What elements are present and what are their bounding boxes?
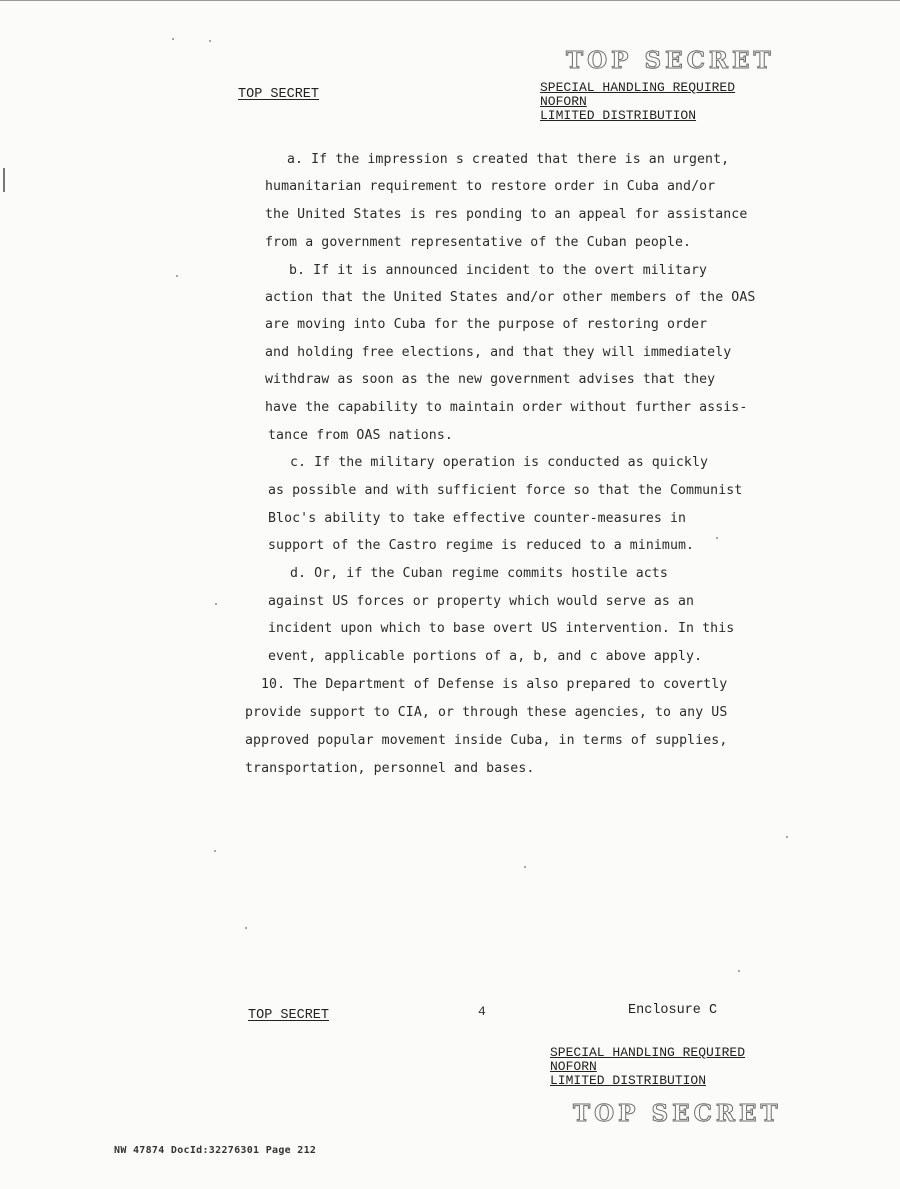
body-line: incident upon which to base overt US intervention. In this <box>268 621 735 636</box>
scan-speck <box>786 836 788 838</box>
scan-speck <box>738 970 740 972</box>
handling-block-top <box>540 81 735 123</box>
handling-line: LIMITED DISTRIBUTION <box>540 108 697 123</box>
body-line: and holding free elections, and that they will immediately <box>265 345 732 360</box>
body-line: withdraw as soon as the new government advises that they <box>265 372 716 387</box>
handling-line: NOFORN <box>550 1059 597 1074</box>
body-line: the United States is res ponding to an appeal for assistance <box>265 207 748 222</box>
top-secret-stamp-top: TOP SECRET <box>566 47 775 74</box>
scan-speck <box>245 927 247 929</box>
body-line: have the capability to maintain order without further assis- <box>265 400 748 415</box>
scan-speck <box>176 275 178 277</box>
body-line: a. If the impression s created that there is an urgent, <box>287 152 730 167</box>
body-line: provide support to CIA, or through these agencies, to any US <box>245 705 728 720</box>
scan-speck <box>716 537 718 539</box>
handling-line: LIMITED DISTRIBUTION <box>550 1073 707 1088</box>
body-line: Bloc's ability to take effective counter-measures in <box>268 511 687 526</box>
body-line: transportation, personnel and bases. <box>245 761 535 776</box>
body-line: support of the Castro regime is reduced to a minimum. <box>268 538 695 553</box>
body-line: action that the United States and/or other members of the OAS <box>265 290 756 305</box>
top-secret-stamp-bottom: TOP SECRET <box>573 1100 782 1127</box>
body-line: humanitarian requirement to restore order in Cuba and/or <box>265 179 716 194</box>
enclosure-label: Enclosure C <box>628 1003 718 1018</box>
handling-block-bottom <box>550 1046 745 1088</box>
body-line: against US forces or property which would serve as an <box>268 594 695 609</box>
scan-speck <box>524 866 526 868</box>
body-line: from a government representative of the Cuban people. <box>265 235 692 250</box>
body-line: d. Or, if the Cuban regime commits hostile acts <box>290 566 668 581</box>
document-id-footer: NW 47874 DocId:32276301 Page 212 <box>114 1145 317 1156</box>
body-line: approved popular movement inside Cuba, in terms of supplies, <box>245 733 728 748</box>
scan-speck <box>214 850 216 852</box>
scan-edge-line <box>0 0 900 1</box>
body-line: c. If the military operation is conducted as quickly <box>290 455 709 470</box>
body-line: b. If it is announced incident to the overt military <box>289 263 708 278</box>
handling-line: NOFORN <box>540 94 587 109</box>
body-line: tance from OAS nations. <box>268 428 453 443</box>
classification-label-bottom: TOP SECRET <box>248 1008 330 1023</box>
margin-mark <box>3 168 5 192</box>
scan-speck <box>215 603 217 605</box>
scan-speck <box>209 40 211 42</box>
classification-label-top: TOP SECRET <box>238 87 320 102</box>
body-line: 10. The Department of Defense is also prepared to covertly <box>261 677 728 692</box>
handling-line: SPECIAL HANDLING REQUIRED <box>550 1045 746 1060</box>
handling-line: SPECIAL HANDLING REQUIRED <box>540 80 736 95</box>
body-line: event, applicable portions of a, b, and c above apply. <box>268 649 703 664</box>
body-line: are moving into Cuba for the purpose of restoring order <box>265 317 708 332</box>
scan-speck <box>172 38 174 40</box>
body-line: as possible and with sufficient force so that the Communist <box>268 483 743 498</box>
page-number: 4 <box>478 1004 486 1019</box>
